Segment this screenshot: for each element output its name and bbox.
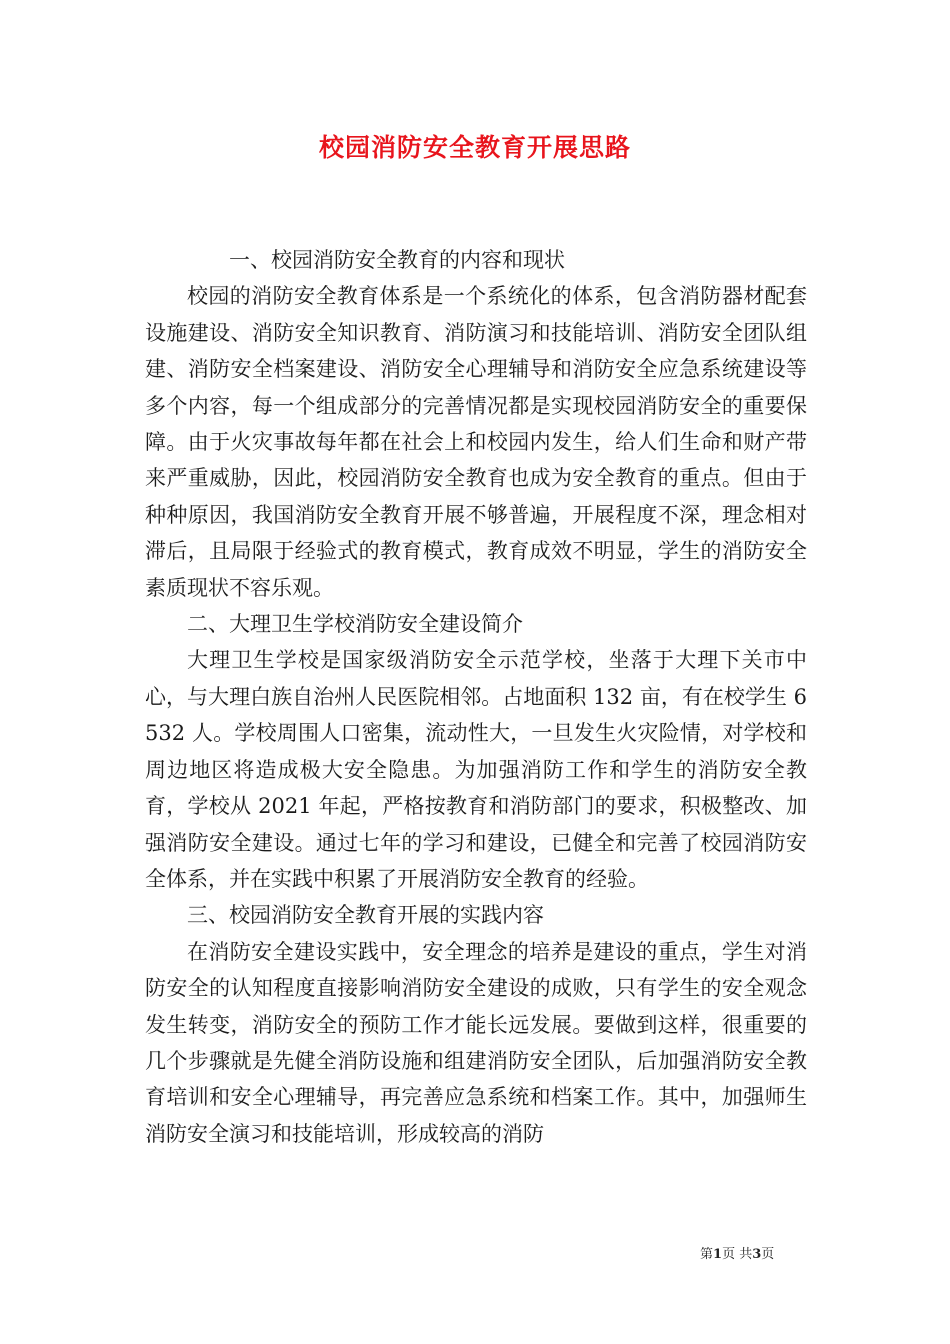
- footer-middle: 页 共: [722, 1247, 753, 1262]
- section-heading-2: 二、大理卫生学校消防安全建设简介: [187, 612, 523, 637]
- section-heading-3: 三、校园消防安全教育开展的实践内容: [187, 903, 544, 928]
- footer-total-pages: 3: [752, 1247, 762, 1262]
- footer-suffix: 页: [761, 1247, 775, 1262]
- body-paragraph-1: 校园的消防安全教育体系是一个系统化的体系，包含消防器材配套设施建设、消防安全知识教育、消防演习和技能培训、消防安全团队组建、消防安全档案建设、消防安全心理辅导和消防安全应急系统建设等多个内容，每一个组成部分的完善情况都是实现校园消防安全的重要保障。由于火灾事故每年都在社会上和校园内发生，给人们生命和财产带来严重威胁，因此，校园消防安全教育也成为安全教育的重点。但由于种种原因，我国消防安全教育开展不够普遍，开展程度不深，理念相对滞后，且局限于经验式的教育模式，教育成效不明显，学生的消防安全素质现状不容乐观。: [145, 284, 807, 600]
- section-heading-1: 一、校园消防安全教育的内容和现状: [229, 248, 565, 272]
- document-body: [145, 242, 807, 1152]
- body-paragraph-2: 大理卫生学校是国家级消防安全示范学校，坐落于大理下关市中心，与大理白族自治州人民医院相邻。占地面积 132 亩，有在校学生 6532 人。学校周围人口密集，流动性大，一旦发生火灾险情，对学校和周边地区将造成极大安全隐患。为加强消防工作和学生的消防安全教育，学校从 2021 年起，严格按教育和消防部门的要求，积极整改、加强消防安全建设。通过七年的学习和建设，已健全和完善了校园消防安全体系，并在实践中积累了开展消防安全教育的经验。: [145, 648, 807, 891]
- footer-prefix: 第: [700, 1247, 714, 1262]
- body-paragraph-3: 在消防安全建设实践中，安全理念的培养是建设的重点，学生对消防安全的认知程度直接影响消防安全建设的成败，只有学生的安全观念发生转变，消防安全的预防工作才能长远发展。要做到这样，很重要的几个步骤就是先健全消防设施和组建消防安全团队，后加强消防安全教育培训和安全心理辅导，再完善应急系统和档案工作。其中，加强师生消防安全演习和技能培训，形成较高的消防: [145, 939, 807, 1146]
- footer-current-page: 1: [713, 1247, 723, 1262]
- document-title: 校园消防安全教育开展思路: [318, 133, 631, 162]
- page-number-footer: [700, 1245, 774, 1265]
